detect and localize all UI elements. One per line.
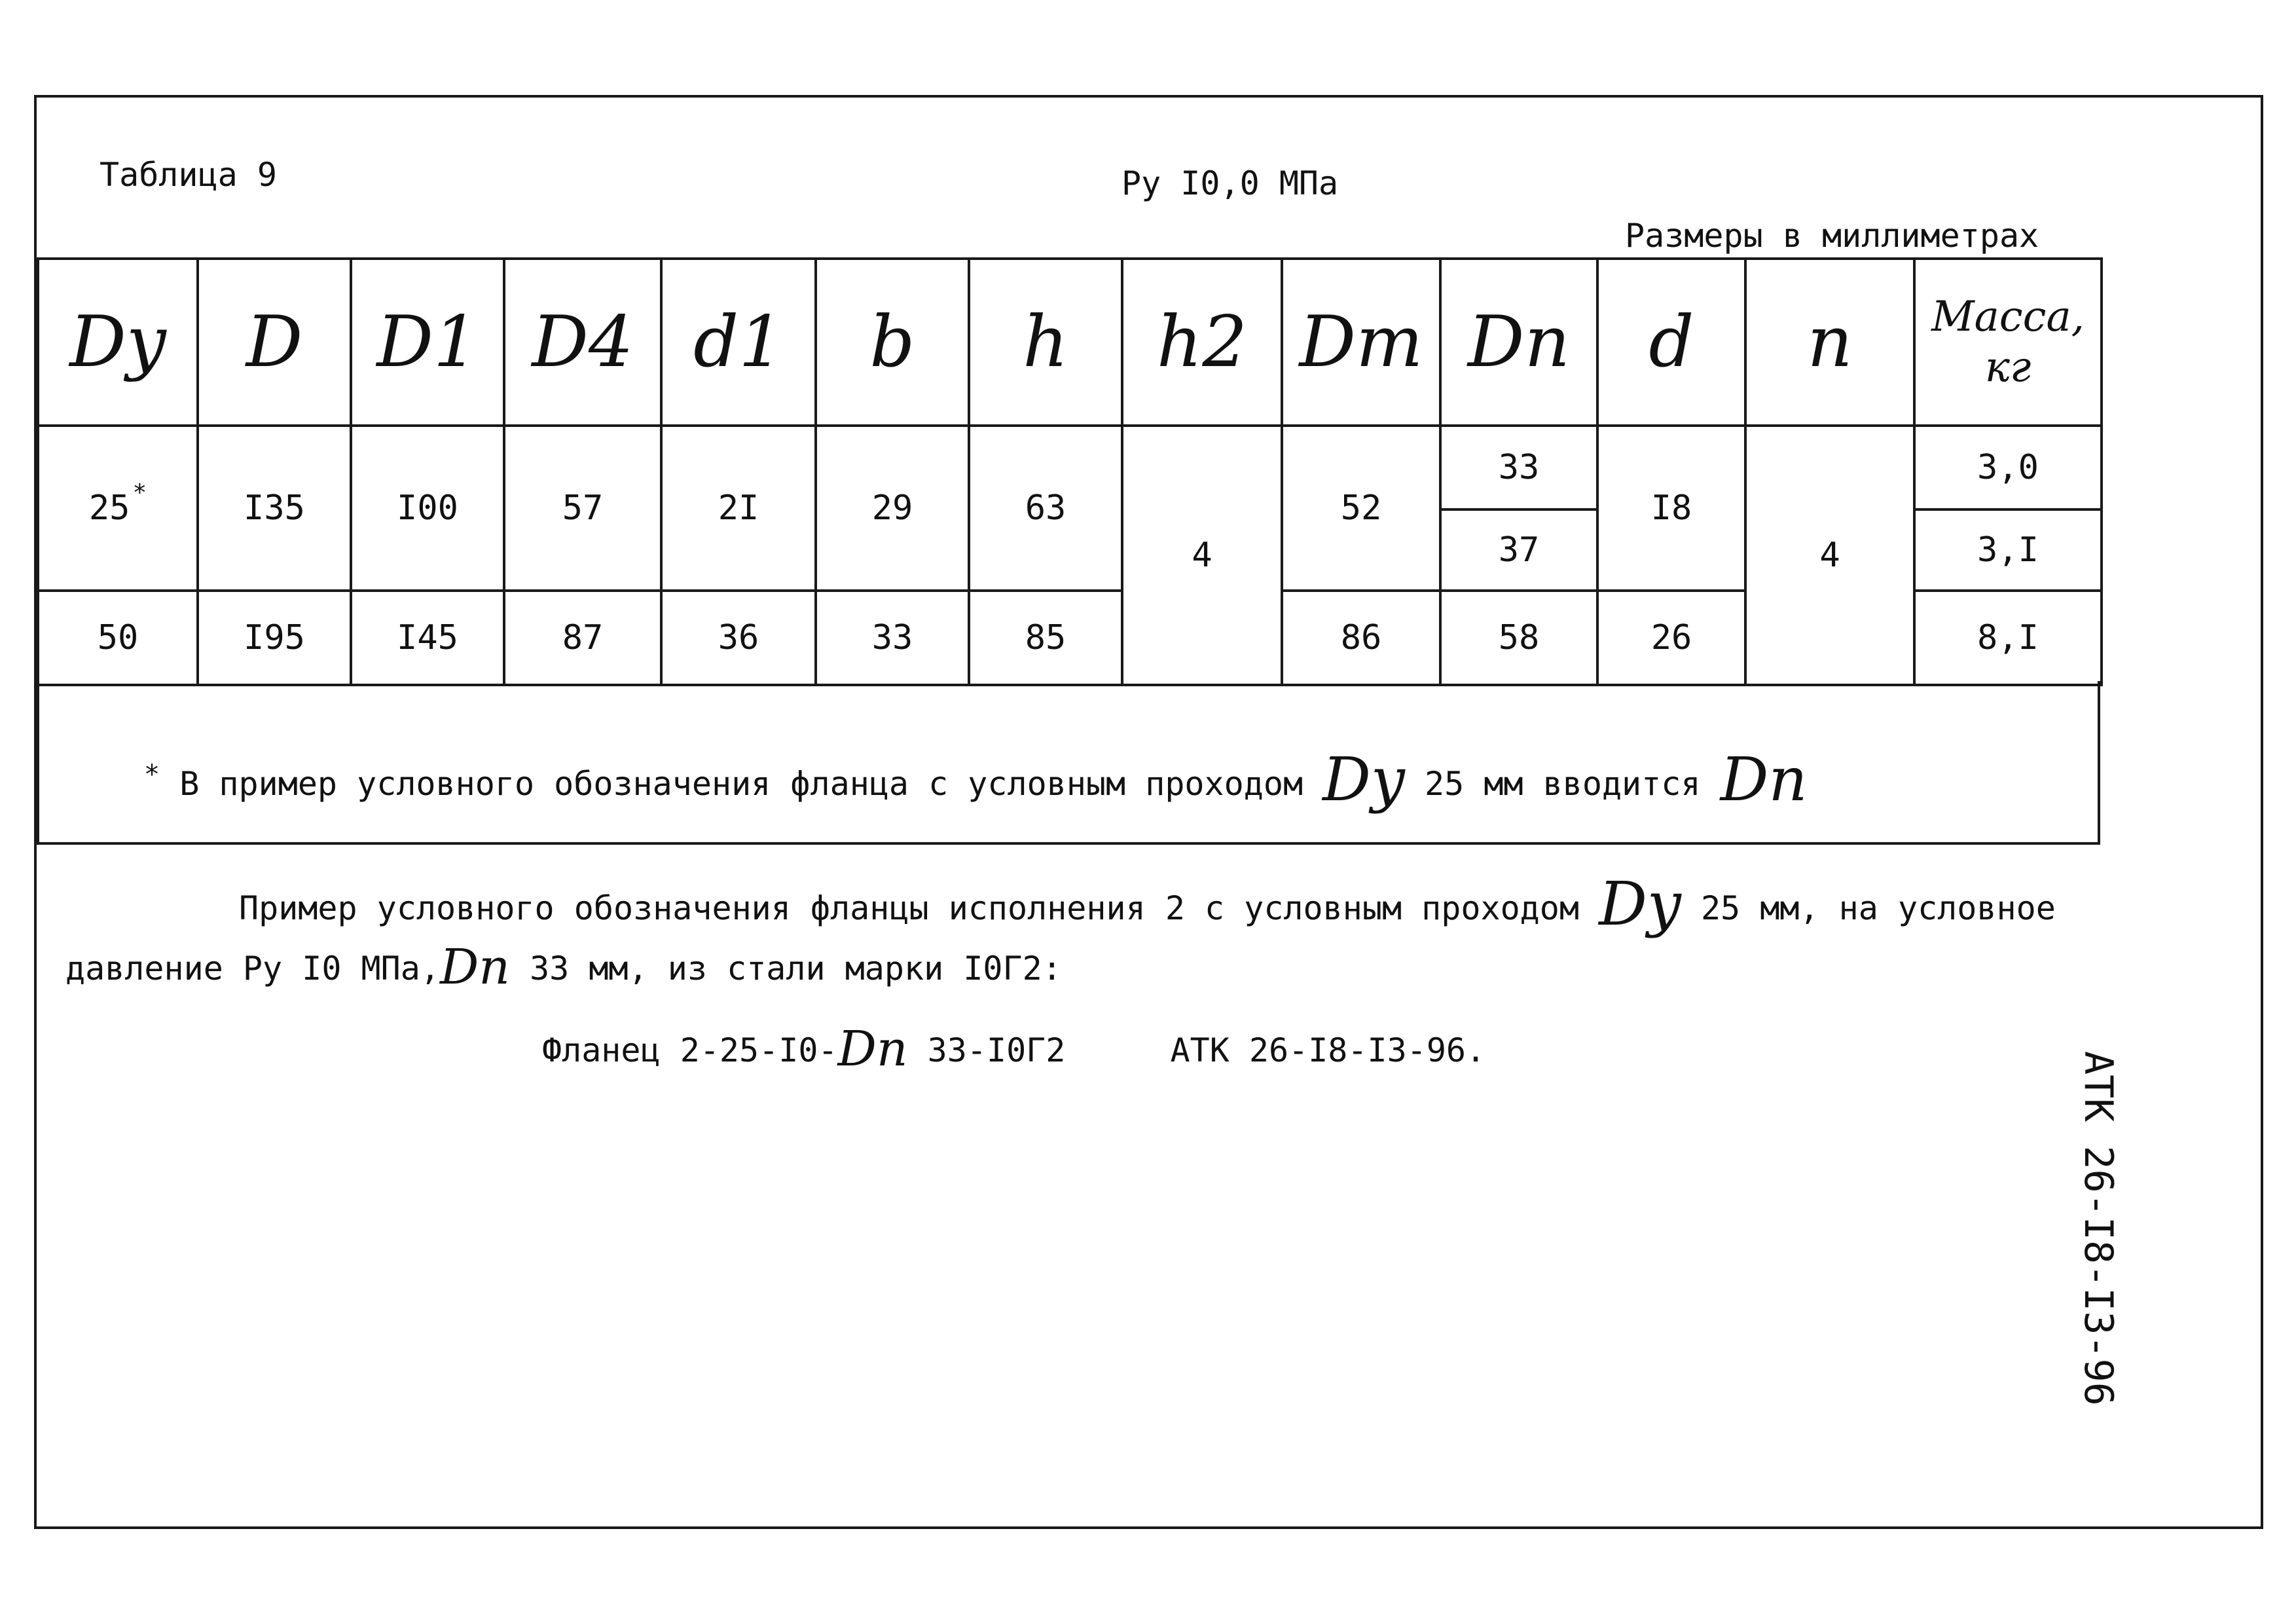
col-header-mass: Масса, кг (1914, 259, 2102, 426)
table-row (38, 426, 2102, 509)
cell-dn-b: 37 (1440, 509, 1597, 591)
pressure-label: Ру I0,0 МПа (1121, 164, 1339, 202)
col-header-d1: D1 (351, 259, 504, 426)
symbol-dy: Dy (1322, 745, 1405, 815)
example-line-1: Пример условного обозначения фланцы исполнения 2 с условным проходом Dy 25 мм, на условное (239, 869, 2056, 939)
footnote-box (37, 681, 2100, 845)
col-header-dm: Dm (1282, 259, 1440, 426)
footnote-marker: * (132, 479, 147, 506)
col-header-dn: Dn (1440, 259, 1597, 426)
cell-mass-b: 3,I (1914, 509, 2102, 591)
cell-d1-small: 2I (661, 426, 816, 591)
standard-reference: АТК 26-I8-I3-96. (1170, 1031, 1486, 1069)
col-header-h: h (969, 259, 1122, 426)
cell-d1-small: 36 (661, 591, 816, 685)
cell-d: I95 (198, 591, 351, 685)
symbol-dy: Dy (1599, 869, 1681, 939)
col-header-n: n (1745, 259, 1914, 426)
table-label: Таблица 9 (100, 156, 277, 194)
cell-d4: 87 (504, 591, 661, 685)
cell-h2: 4 (1122, 426, 1282, 685)
cell-dn: 58 (1440, 591, 1597, 685)
example-line-2: давление Ру I0 МПа,Dn 33 мм, из стали марки I0Г2: (65, 939, 1062, 995)
cell-dm: 52 (1282, 426, 1440, 591)
cell-h: 63 (969, 426, 1122, 591)
cell-d: I35 (198, 426, 351, 591)
symbol-dn: Dn (1720, 745, 1808, 815)
col-header-d1-small: d1 (661, 259, 816, 426)
footnote-text: * В пример условного обозначения фланца с условным проходом Dy 25 мм вводится Dn (144, 745, 1808, 815)
cell-b: 29 (816, 426, 969, 591)
flange-table (37, 257, 2103, 686)
footnote-mark: * (144, 760, 160, 790)
col-header-h2: h2 (1122, 259, 1282, 426)
col-header-d-outer: D (198, 259, 351, 426)
cell-d4: 57 (504, 426, 661, 591)
cell-dn-a: 33 (1440, 426, 1597, 509)
cell-n: 4 (1745, 426, 1914, 685)
col-header-dy: Dy (38, 259, 198, 426)
header-row (38, 259, 2102, 426)
cell-dy-25: 25 * (38, 426, 198, 591)
cell-dm: 86 (1282, 591, 1440, 685)
cell-d1: I45 (351, 591, 504, 685)
cell-d-small: I8 (1597, 426, 1745, 591)
units-label: Размеры в миллиметрах (1625, 217, 2039, 255)
cell-b: 33 (816, 591, 969, 685)
cell-mass: 8,I (1914, 591, 2102, 685)
cell-mass-a: 3,0 (1914, 426, 2102, 509)
col-header-d4: D4 (504, 259, 661, 426)
col-header-b: b (816, 259, 969, 426)
cell-dy-50: 50 (38, 591, 198, 685)
cell-d1: I00 (351, 426, 504, 591)
side-document-code: АТК 26-I8-I3-96 (2075, 1051, 2121, 1406)
col-header-d-small: d (1597, 259, 1745, 426)
symbol-dn: Dn (837, 1021, 908, 1077)
cell-d-small: 26 (1597, 591, 1745, 685)
flange-designation: Фланец 2-25-I0-Dn 33-I0Г2 АТК 26-I8-I3-96. (542, 1021, 1486, 1077)
symbol-dn: Dn (439, 939, 510, 995)
cell-h: 85 (969, 591, 1122, 685)
